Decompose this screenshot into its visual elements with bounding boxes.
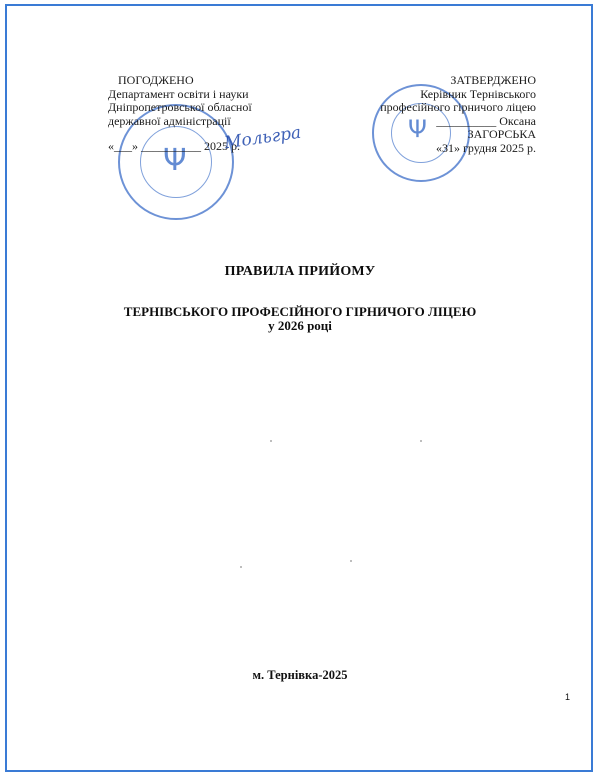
approval-left-line3: державної адміністрації	[108, 113, 231, 128]
scan-artifact	[240, 566, 242, 568]
scan-artifact	[350, 560, 352, 562]
approval-right-heading: ЗАТВЕРДЖЕНО	[450, 73, 536, 87]
approval-right-line2: професійного гірничого ліцею	[380, 100, 536, 114]
page-number: 1	[565, 692, 571, 702]
approval-left-date: «___» __________ 2025 р.	[108, 139, 240, 153]
approval-left-line2: Дніпропетровської обласної	[108, 100, 252, 114]
approval-left-line1: Департамент освіти і науки	[108, 86, 249, 101]
approval-right-block	[376, 74, 536, 155]
left-signature: Мольгра	[222, 122, 303, 154]
admission-year: у 2026 році	[268, 318, 332, 333]
approval-right-date: «31» грудня 2025 р.	[435, 140, 536, 155]
city-year: м. Тернівка-2025	[252, 668, 348, 682]
approval-right-line3: __________ Оксана ЗАГОРСЬКА	[436, 113, 536, 141]
approval-right-line1: Керівник Тернівського	[420, 86, 536, 101]
institution-name: ТЕРНІВСЬКОГО ПРОФЕСІЙНОГО ГІРНИЧОГО ЛІЦЕЮ	[123, 304, 477, 319]
right-stamp-trident-icon: Ψ	[408, 115, 427, 143]
scan-artifact	[270, 440, 272, 442]
left-stamp-trident-icon: Ψ	[163, 143, 187, 178]
document-title: ПРАВИЛА ПРИЙОМУ	[224, 264, 376, 279]
scan-artifact	[420, 440, 422, 442]
approval-left-heading: ПОГОДЖЕНО	[118, 73, 194, 87]
